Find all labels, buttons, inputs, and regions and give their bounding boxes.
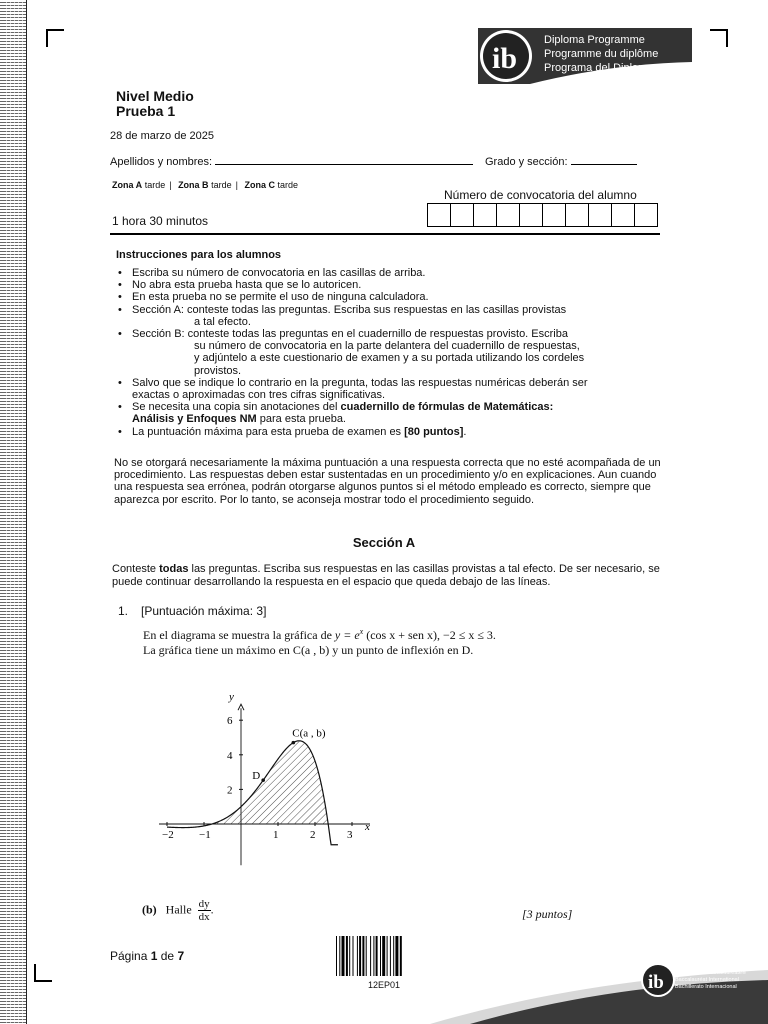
barcode-bar: [400, 936, 402, 976]
grade-field[interactable]: [485, 154, 637, 168]
x-tick-label: 2: [310, 829, 316, 841]
barcode: [334, 936, 434, 980]
name-label: Apellidos y nombres:: [110, 156, 213, 168]
barcode-label: 12EP01: [367, 980, 401, 990]
instructions-list: [116, 267, 676, 438]
programme-fr: Programme du diplôme: [544, 48, 659, 60]
barcode-bar: [387, 936, 388, 976]
part-b: (b) Halle $\frac{dy}{dx}$ .: [142, 898, 214, 923]
instruction-item-section-a: • Sección A: conteste todas las preguntas. Escriba sus respuestas en las casillas provistas a tal efecto.: [116, 304, 676, 328]
barcode-bar: [376, 936, 378, 976]
barcode-bar: [359, 936, 361, 976]
barcode-bar: [336, 936, 337, 976]
name-line[interactable]: [215, 154, 473, 165]
crop-mark-top-right: [710, 29, 728, 47]
zone-c: Zona C: [244, 180, 275, 190]
derivative-fraction: $\frac{dy}{dx}$: [198, 898, 210, 923]
zone-b: Zona B: [178, 180, 209, 190]
zone-c-time: tarde: [277, 180, 298, 190]
instruction-item-section-b: • Sección B: conteste todas las preguntas en el cuadernillo de respuestas provisto. Escriba su número de convocatoria en la parte delantera del cuadernillo de respuestas, y adjúntelo a este cuestionario de examen y a su portada utilizando los cordeles provistos.: [116, 328, 676, 377]
name-field[interactable]: [110, 154, 473, 168]
digit-box[interactable]: [565, 203, 589, 227]
exam-paper: Prueba 1: [116, 103, 176, 119]
binding-edge: [0, 0, 27, 1024]
digit-box[interactable]: [519, 203, 543, 227]
barcode-bar: [380, 936, 381, 976]
inflection-point-d: [261, 778, 265, 782]
instructions-title: Instrucciones para los alumnos: [116, 249, 282, 261]
x-tick-label: 3: [347, 829, 353, 841]
zones: Zona A tarde | Zona B tarde | Zona C tarde: [112, 180, 298, 190]
max-point-label: C(a , b): [292, 727, 326, 740]
zone-a: Zona A: [112, 180, 143, 190]
barcode-bar: [362, 936, 364, 976]
digit-box[interactable]: [611, 203, 635, 227]
page-number: Página 1 de 7: [110, 949, 185, 963]
digit-box[interactable]: [473, 203, 497, 227]
y-tick-label: 4: [227, 749, 233, 762]
programme-en: Diploma Programme: [544, 34, 645, 46]
crop-mark-bottom-left: [34, 964, 52, 982]
x-axis-label: x: [365, 821, 370, 833]
function-graph: [136, 678, 396, 868]
footer-ib-letters: ib: [648, 972, 664, 993]
exam-level: Nivel Medio: [116, 88, 194, 104]
crop-mark-top-left: [46, 29, 64, 47]
exam-duration: 1 hora 30 minutos: [112, 214, 209, 228]
digit-box[interactable]: [427, 203, 451, 227]
barcode-bar: [395, 936, 398, 976]
programme-es: Programa del Diploma: [544, 62, 654, 74]
question-marks: [Puntuación máxima: 3]: [141, 604, 267, 618]
candidate-number-boxes[interactable]: [428, 203, 658, 227]
instruction-item: • Escriba su número de convocatoria en las casillas de arriba.: [116, 267, 676, 279]
digit-box[interactable]: [450, 203, 474, 227]
section-title: Sección A: [352, 535, 416, 550]
grade-line[interactable]: [571, 154, 637, 165]
ib-logo-letters: ib: [492, 42, 518, 75]
marking-note: No se otorgará necesariamente la máxima puntuación a una respuesta correcta que no esté acompañada de un procedimiento. Las respuestas deben estar sustentadas en un procedimiento y/o en explicaciones. Aun cuando una respuesta sea errónea, podrán otorgarse algunos puntos si el método empleado es correcto, siempre que aparezca por escrito. Por lo tanto, se aconseja mostrar todo el procedimiento seguido.: [114, 457, 661, 506]
inflection-point-label: D: [252, 770, 261, 783]
barcode-bar: [393, 936, 394, 976]
footer-org-names: International Baccalaureate® Baccalauréat International Bachillerato Internacional: [675, 970, 747, 990]
barcode-bar: [349, 936, 350, 976]
grade-label: Grado y sección:: [485, 156, 568, 168]
barcode-bar: [373, 936, 374, 976]
digit-box[interactable]: [634, 203, 658, 227]
instruction-item: • No abra esta prueba hasta que se lo autoricen.: [116, 279, 676, 291]
candidate-number-label: Número de convocatoria del alumno: [444, 188, 637, 202]
max-point-c: [292, 741, 296, 745]
x-tick-label: −2: [162, 829, 174, 841]
zone-b-time: tarde: [211, 180, 232, 190]
part-b-points: [3 puntos]: [522, 907, 573, 921]
barcode-bar: [370, 936, 371, 976]
exam-date: 28 de marzo de 2025: [110, 130, 214, 142]
instruction-item-max: • La puntuación máxima para esta prueba de examen es [80 puntos].: [116, 426, 676, 438]
digit-box[interactable]: [588, 203, 612, 227]
instruction-item-formula: • Se necesita una copia sin anotaciones del cuadernillo de fórmulas de Matemáticas: Análisis y Enfoques NM para esta prueba.: [116, 401, 676, 425]
instruction-item: • En esta prueba no se permite el uso de ninguna calculadora.: [116, 291, 676, 303]
question-text: En el diagrama se muestra la gráfica de $y = e^x$ (cos x + sen x), −2 ≤ x ≤ 3. La gráfica tiene un máximo en C(a , b) y un punto de inflexión en D.: [143, 627, 496, 657]
y-tick-label: 6: [227, 715, 233, 728]
digit-box[interactable]: [542, 203, 566, 227]
zone-a-time: tarde: [144, 180, 166, 190]
y-tick-label: 2: [227, 784, 233, 797]
x-tick-label: 1: [273, 829, 279, 841]
barcode-bar: [366, 936, 367, 976]
barcode-bar: [390, 936, 391, 976]
y-axis-label: y: [229, 691, 234, 704]
digit-box[interactable]: [496, 203, 520, 227]
divider: [110, 233, 660, 235]
x-tick-label: −1: [199, 829, 211, 841]
section-instructions: Conteste todas las preguntas. Escriba sus respuestas en las casillas provistas a tal efecto. De ser necesario, se puede continuar desarrollando la respuesta en el espacio que queda debajo de las líneas.: [112, 563, 660, 588]
question-number: 1.: [118, 604, 129, 618]
barcode-bar: [357, 936, 358, 976]
barcode-bar: [339, 936, 340, 976]
barcode-bar: [342, 936, 345, 976]
barcode-bar: [346, 936, 348, 976]
programme-names: [544, 33, 658, 75]
barcode-bar: [353, 936, 354, 976]
barcode-bar: [382, 936, 385, 976]
ib-header-logo: [470, 28, 692, 84]
instruction-item-numeric: • Salvo que se indique lo contrario en la pregunta, todas las respuestas numéricas deberán ser exactas o aproximadas con tres cifras significativas.: [116, 377, 676, 401]
